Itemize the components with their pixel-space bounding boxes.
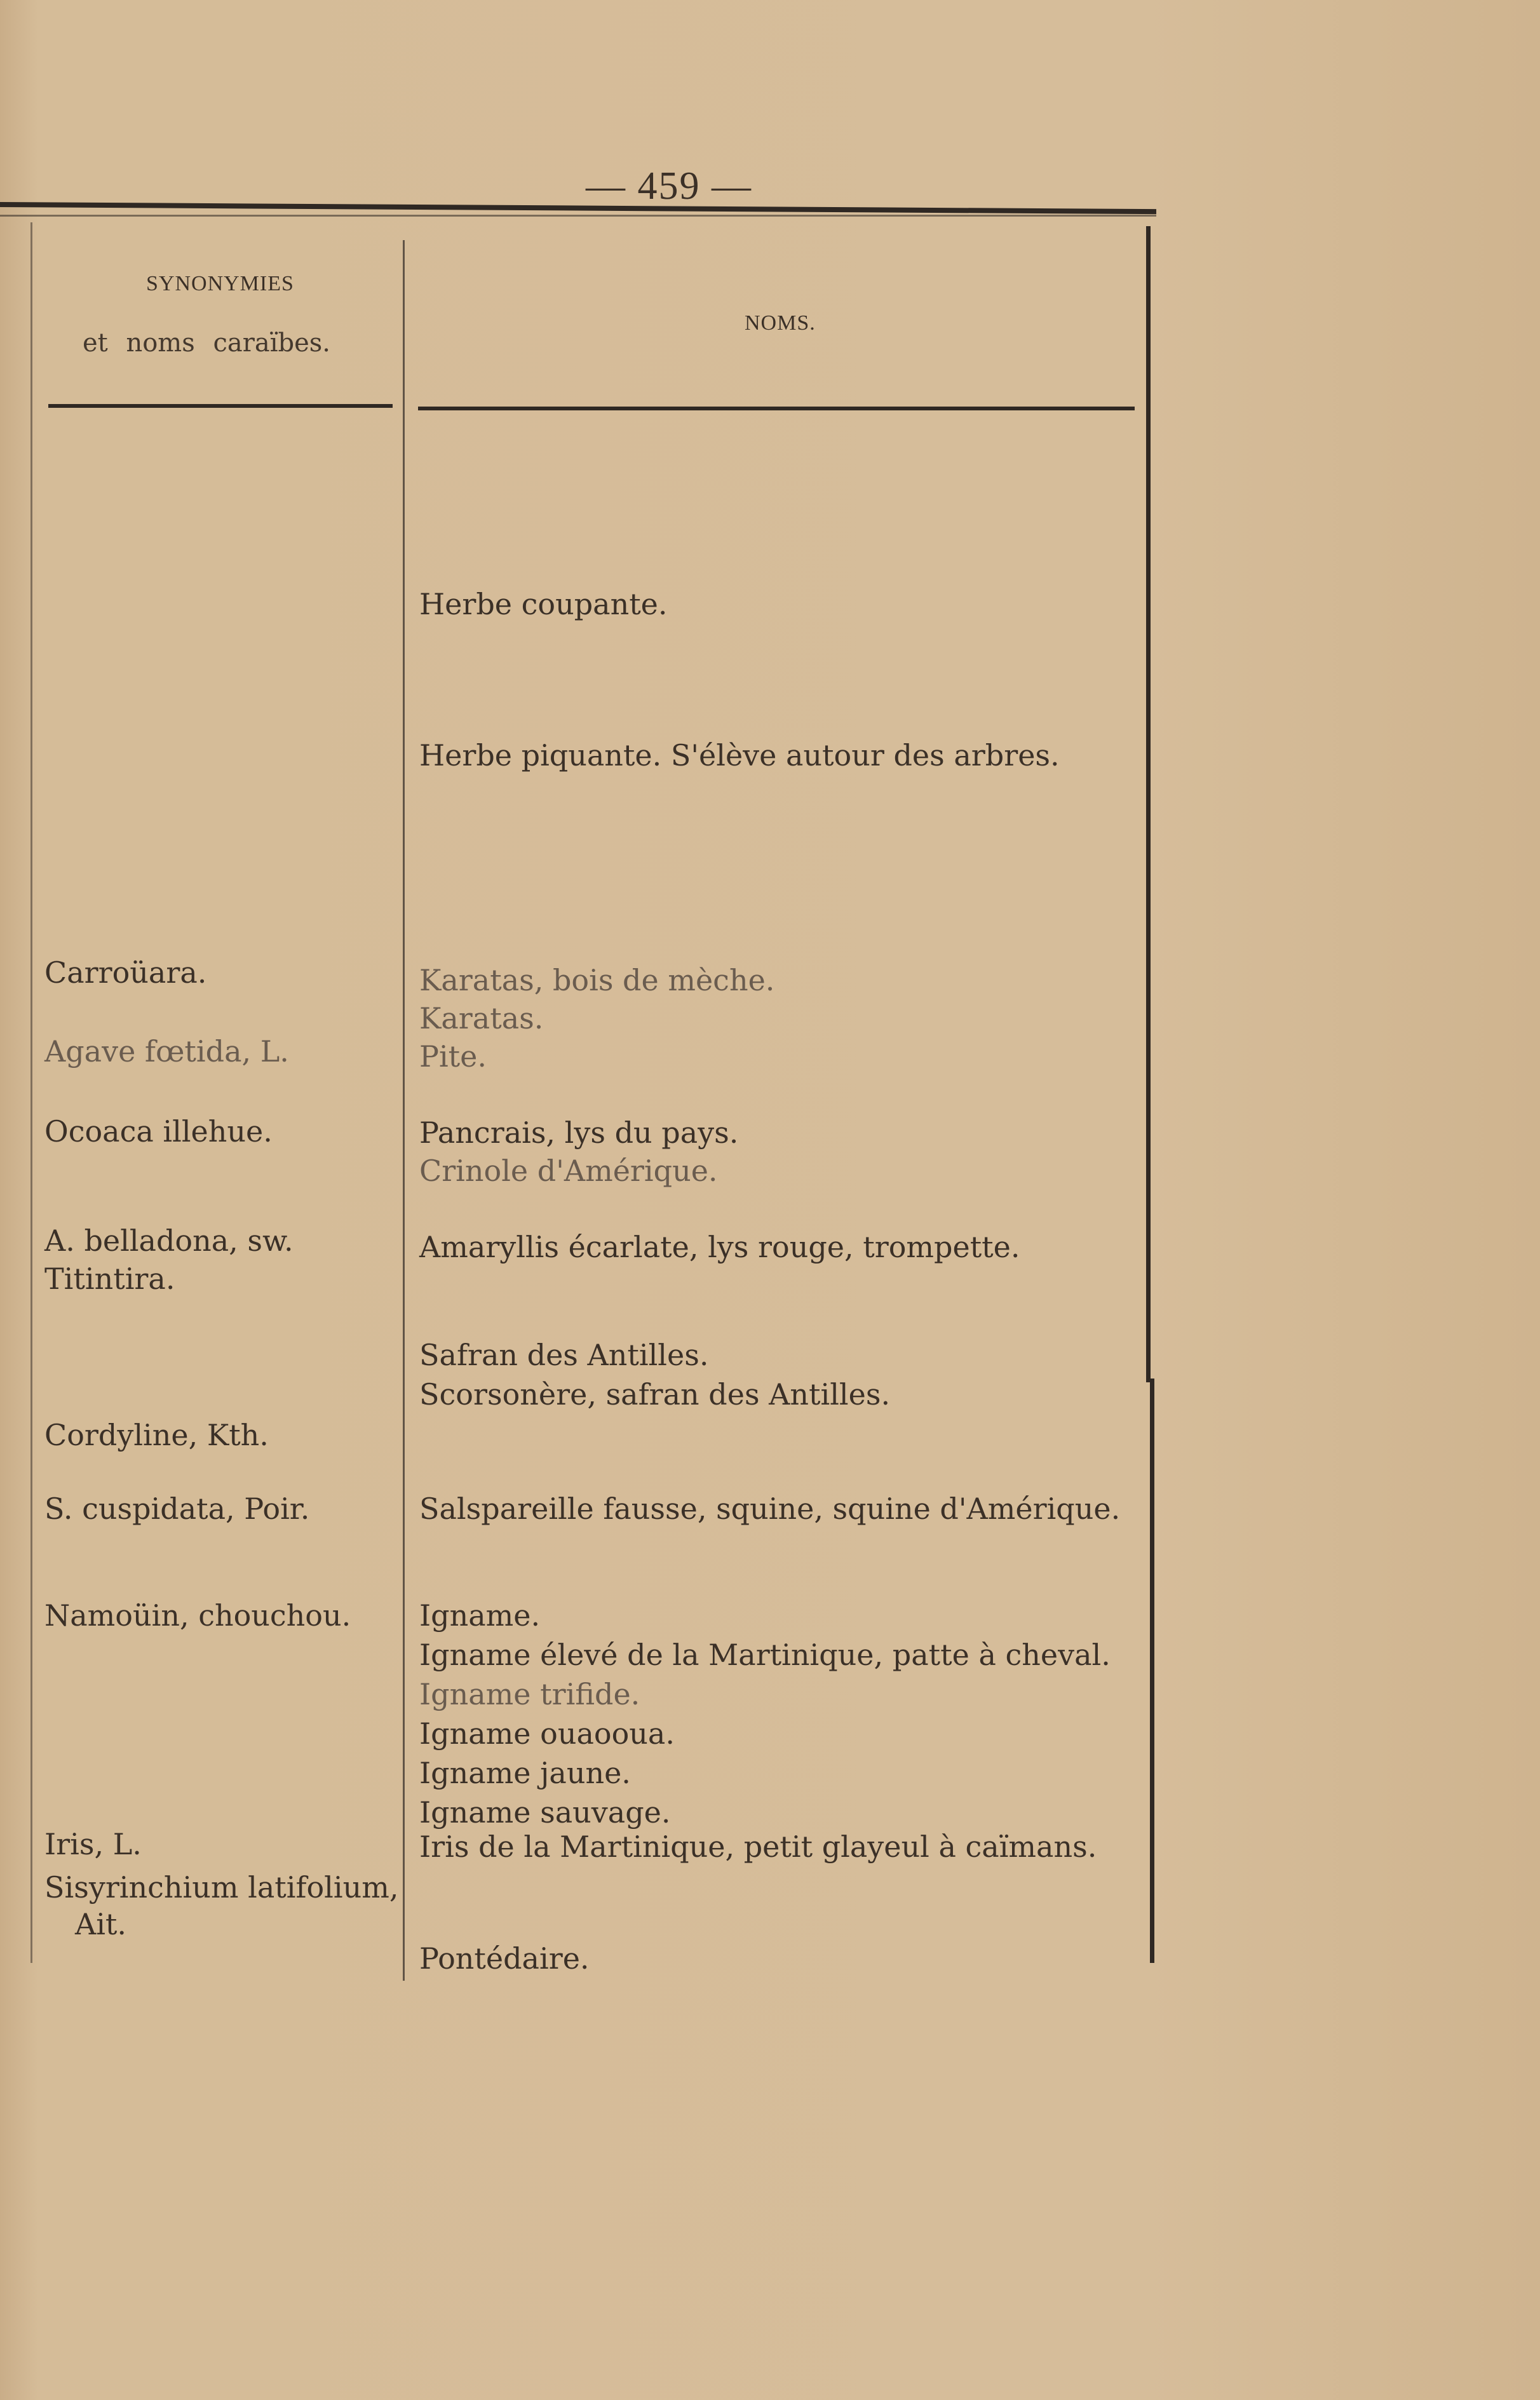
page-number: — 459 — xyxy=(586,165,752,208)
top-rule xyxy=(0,202,1156,214)
left-entry: Cordyline, Kth. xyxy=(44,1418,269,1452)
header-underline-right xyxy=(418,407,1135,410)
right-entry: Safran des Antilles. xyxy=(419,1338,709,1372)
left-border xyxy=(30,222,32,1963)
right-entry: Karatas. xyxy=(419,1001,544,1035)
right-entry: Herbe piquante. S'élève autour des arbres. xyxy=(419,738,1060,772)
right-entry: Igname sauvage. xyxy=(419,1795,671,1830)
right-entry: Igname jaune. xyxy=(419,1756,631,1790)
left-entry: Sisyrinchium latifolium, xyxy=(44,1870,399,1904)
header-noms: NOMS. xyxy=(745,311,816,335)
right-entry: Herbe coupante. xyxy=(419,587,668,621)
right-border xyxy=(1146,226,1151,1382)
right-entry: Pancrais, lys du pays. xyxy=(419,1116,739,1150)
header-underline-left xyxy=(48,404,393,408)
right-entry: Igname. xyxy=(419,1598,541,1633)
right-entry: Pontédaire. xyxy=(419,1941,590,1976)
header-noms-caraibes: et noms caraïbes. xyxy=(83,328,331,358)
left-entry: Ait. xyxy=(75,1907,127,1941)
right-entry: Scorsonère, safran des Antilles. xyxy=(419,1377,891,1412)
right-entry: Pite. xyxy=(419,1039,487,1074)
left-entry: Iris, L. xyxy=(44,1827,142,1861)
column-divider xyxy=(403,240,405,1981)
left-entry: Ocoaca illehue. xyxy=(44,1114,273,1149)
left-entry: A. belladona, sw. xyxy=(44,1224,294,1258)
top-rule-shadow xyxy=(0,215,1156,217)
left-entry: Agave fœtida, L. xyxy=(44,1034,289,1069)
right-entry: Iris de la Martinique, petit glayeul à caïmans. xyxy=(419,1830,1097,1864)
right-entry: Igname trifide. xyxy=(419,1677,640,1711)
right-entry: Salspareille fausse, squine, squine d'Amérique. xyxy=(419,1492,1121,1526)
right-entry: Igname ouaooua. xyxy=(419,1716,675,1751)
right-entry: Igname élevé de la Martinique, patte à cheval. xyxy=(419,1638,1111,1672)
right-entry: Karatas, bois de mèche. xyxy=(419,963,775,997)
left-entry: Carroüara. xyxy=(44,955,207,990)
right-entry: Crinole d'Amérique. xyxy=(419,1154,718,1188)
right-border-lower xyxy=(1150,1379,1154,1963)
right-entry: Amaryllis écarlate, lys rouge, trompette. xyxy=(419,1230,1020,1264)
left-entry: Titintira. xyxy=(44,1262,175,1296)
left-entry: Namoüin, chouchou. xyxy=(44,1598,351,1633)
header-synonymies: SYNONYMIES xyxy=(146,272,294,295)
left-entry: S. cuspidata, Poir. xyxy=(44,1492,310,1526)
